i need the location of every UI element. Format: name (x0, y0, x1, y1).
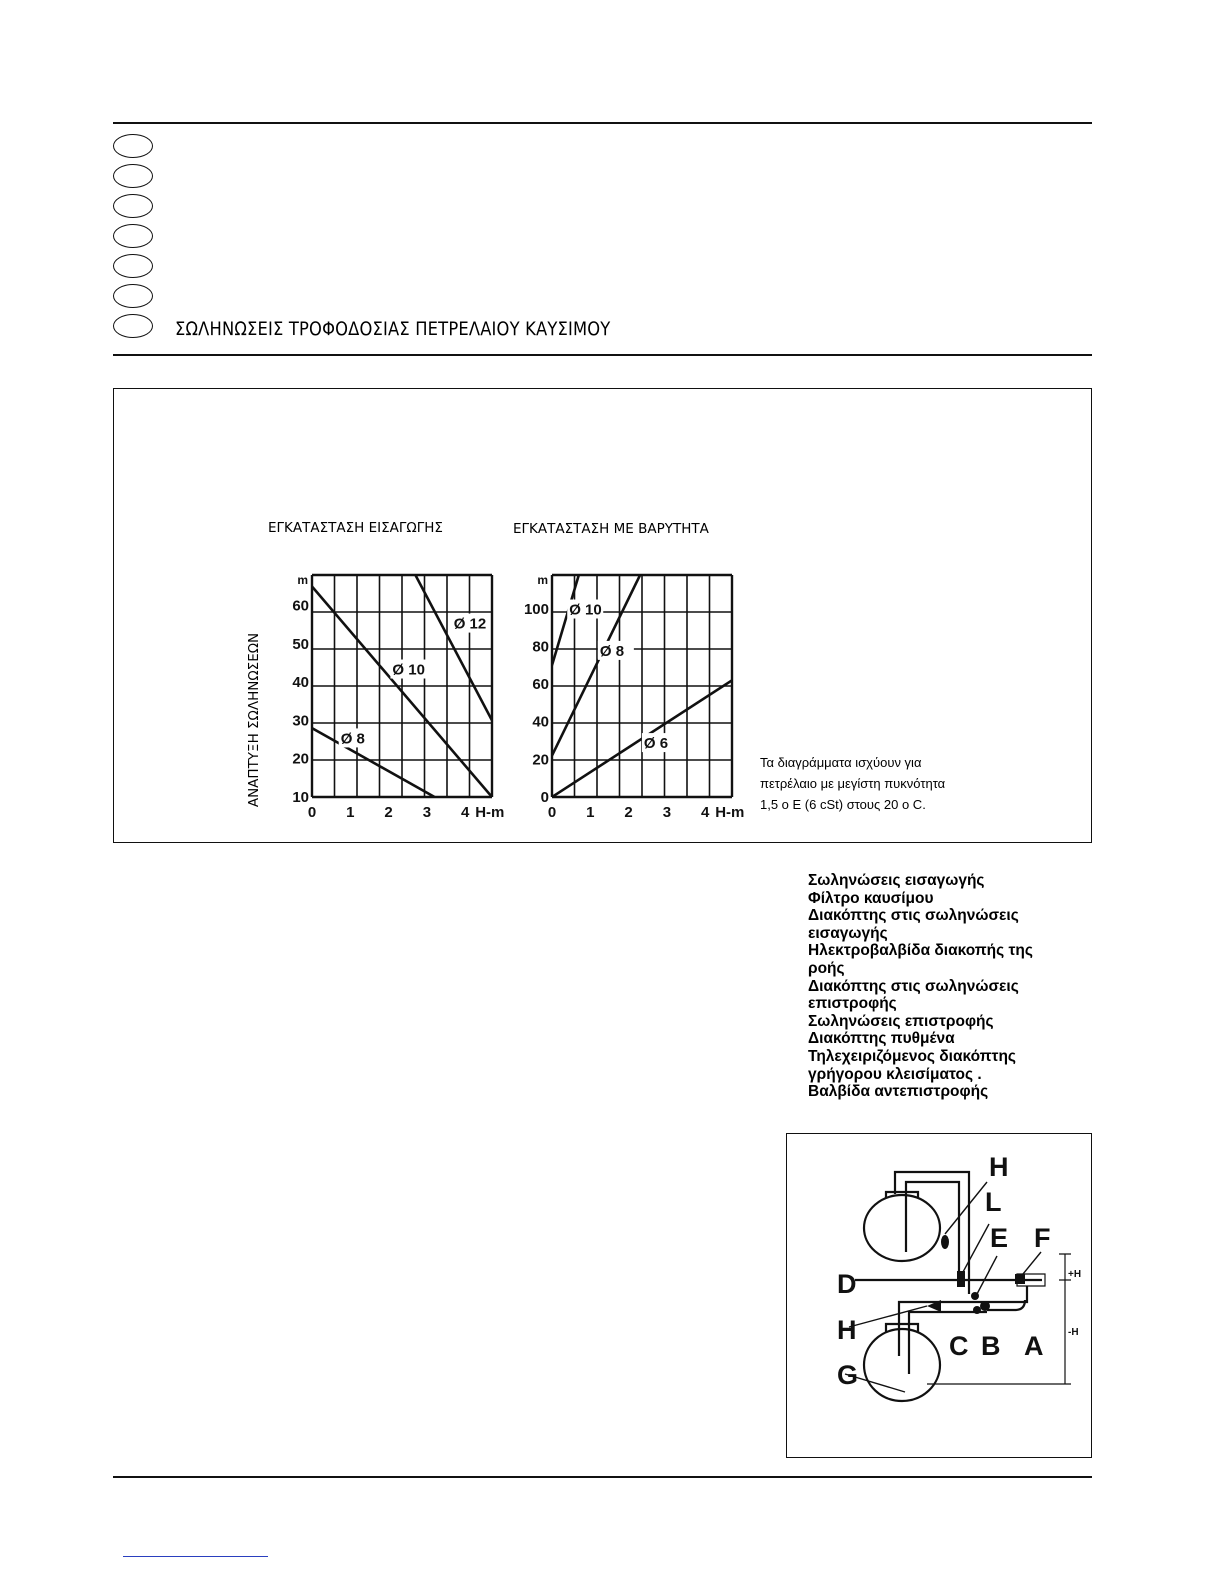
legend-line: Διακόπτης στις σωληνώσεις (808, 907, 1019, 925)
y-tick-label: 10 (292, 789, 309, 806)
valve-C-icon (973, 1306, 981, 1314)
label-L: L (985, 1187, 1002, 1217)
legend-line: Σωληνώσεις επιστροφής (808, 1012, 994, 1030)
label-plus-h: +H (1068, 1269, 1082, 1280)
chart-1-ylabel: ΑΝΑΠΤΥΞΗ ΣΩΛΗΝΩΣΕΩΝ (246, 632, 262, 808)
leader-F (1023, 1252, 1041, 1274)
x-tick-label: 2 (384, 804, 393, 821)
y-tick-label: 40 (292, 674, 309, 692)
language-marker-oval[interactable] (113, 194, 153, 218)
language-marker-oval[interactable] (113, 134, 153, 158)
legend-line: εισαγωγής (808, 924, 888, 942)
bottom-rule (113, 1476, 1092, 1478)
height-dim-ticks (927, 1254, 1071, 1384)
x-tick-label: 2 (624, 804, 633, 821)
chart-2-title: ΕΓΚΑΤΑΣΤΑΣΗ ΜΕ ΒΑΡΥΤΗΤΑ (513, 521, 709, 537)
filter-F-icon (1015, 1274, 1025, 1284)
x-tick-label: 4 (701, 804, 710, 821)
legend-line: Τηλεχειριζόμενος διακόπτης (808, 1047, 1016, 1065)
legend-line: Ηλεκτροβαλβίδα διακοπής της (808, 942, 1033, 960)
language-marker-oval[interactable] (113, 314, 153, 338)
language-markers (113, 134, 157, 344)
leader-L (963, 1224, 989, 1272)
y-tick-label: 20 (532, 751, 549, 769)
note-line-1: Τα διαγράμματα ισχύουν για (760, 755, 922, 770)
y-unit-label: m (297, 573, 308, 587)
label-E: E (990, 1223, 1009, 1253)
x-tick-label: 0 (307, 804, 317, 821)
y-tick-label: 50 (292, 635, 309, 653)
installation-diagram-frame (786, 1133, 1092, 1458)
x-tick-label: 4 (461, 804, 470, 821)
language-marker-oval[interactable] (113, 254, 153, 278)
y-tick-label: 20 (292, 750, 309, 768)
y-tick-label: 60 (292, 597, 309, 615)
page-title: ΣΩΛΗΝΩΣΕΙΣ ΤΡΟΦΟΔΟΣΙΑΣ ΠΕΤΡΕΛΑΙΟΥ ΚΑΥΣΙΜΟΥ (175, 318, 611, 340)
legend-line: επιστροφής (808, 995, 897, 1013)
lower-suction-pipe (909, 1312, 987, 1374)
label-H-top: H (989, 1152, 1009, 1182)
x-tick-label: 3 (422, 804, 432, 821)
legend-line: Φίλτρο καυσίμου (808, 889, 934, 907)
legend-line: Διακόπτης πυθμένα (808, 1030, 955, 1048)
x-tick-label: 1 (586, 804, 595, 821)
x-axis-label: H-m (475, 804, 505, 821)
valve-B-icon (980, 1301, 990, 1311)
x-axis-label: H-m (715, 804, 745, 821)
legend-line: Διακόπτης στις σωληνώσεις (808, 977, 1019, 995)
footer-link-underline (123, 1556, 268, 1557)
legend-line: Σωληνώσεις εισαγωγής (808, 872, 985, 889)
lower-tank (864, 1329, 940, 1401)
chart-1-title: ΕΓΚΑΤΑΣΤΑΣΗ ΕΙΣΑΓΩΓΗΣ (268, 520, 443, 536)
series-label: Ø 8 (340, 730, 365, 748)
leader-E (977, 1256, 997, 1294)
label-C: C (949, 1331, 969, 1361)
upper-tank (864, 1195, 940, 1261)
y-tick-label: 30 (292, 712, 309, 730)
y-tick-label: 0 (540, 789, 549, 806)
x-tick-label: 1 (346, 804, 355, 821)
gravity-chart (520, 565, 760, 825)
label-minus-h: -H (1068, 1327, 1079, 1338)
top-rule (113, 122, 1092, 124)
note-line-3: 1,5 ο E (6 cSt) στους 20 ο C. (760, 797, 926, 812)
y-tick-label: 60 (532, 676, 549, 694)
y-tick-label: 80 (532, 638, 549, 656)
series-label: Ø 6 (643, 735, 669, 753)
series-line (415, 575, 492, 720)
suction-chart (280, 565, 520, 825)
label-H-bottom: H (837, 1315, 857, 1345)
y-unit-label: m (537, 573, 548, 587)
leader-H-top (945, 1182, 987, 1234)
series-label: Ø 10 (569, 601, 602, 619)
language-marker-oval[interactable] (113, 164, 153, 188)
valve-L-icon (941, 1235, 949, 1249)
legend-line: ροής (808, 959, 845, 977)
label-F: F (1034, 1223, 1051, 1253)
valve-D-icon (957, 1271, 965, 1287)
language-marker-oval[interactable] (113, 284, 153, 308)
y-tick-label: 40 (532, 713, 549, 731)
title-rule (113, 354, 1092, 356)
x-tick-label: 3 (662, 804, 672, 821)
validity-note (760, 752, 945, 815)
label-A: A (1024, 1331, 1044, 1361)
label-G: G (837, 1360, 859, 1390)
series-label: Ø 10 (392, 661, 425, 679)
component-legend (808, 872, 1088, 1101)
note-line-2: πετρέλαιο με μεγίστη πυκνότητα (760, 776, 946, 791)
installation-diagram (787, 1134, 1090, 1456)
legend-line: Βαλβίδα αντεπιστροφής (808, 1083, 989, 1101)
label-B: B (981, 1331, 1001, 1361)
legend-line: γρήγορου κλεισίματος . (808, 1065, 982, 1083)
series-label: Ø 12 (453, 615, 487, 633)
language-marker-oval[interactable] (113, 224, 153, 248)
series-label: Ø 8 (599, 642, 625, 660)
x-tick-label: 0 (547, 804, 557, 821)
y-tick-label: 100 (523, 600, 549, 618)
label-D: D (837, 1269, 857, 1299)
